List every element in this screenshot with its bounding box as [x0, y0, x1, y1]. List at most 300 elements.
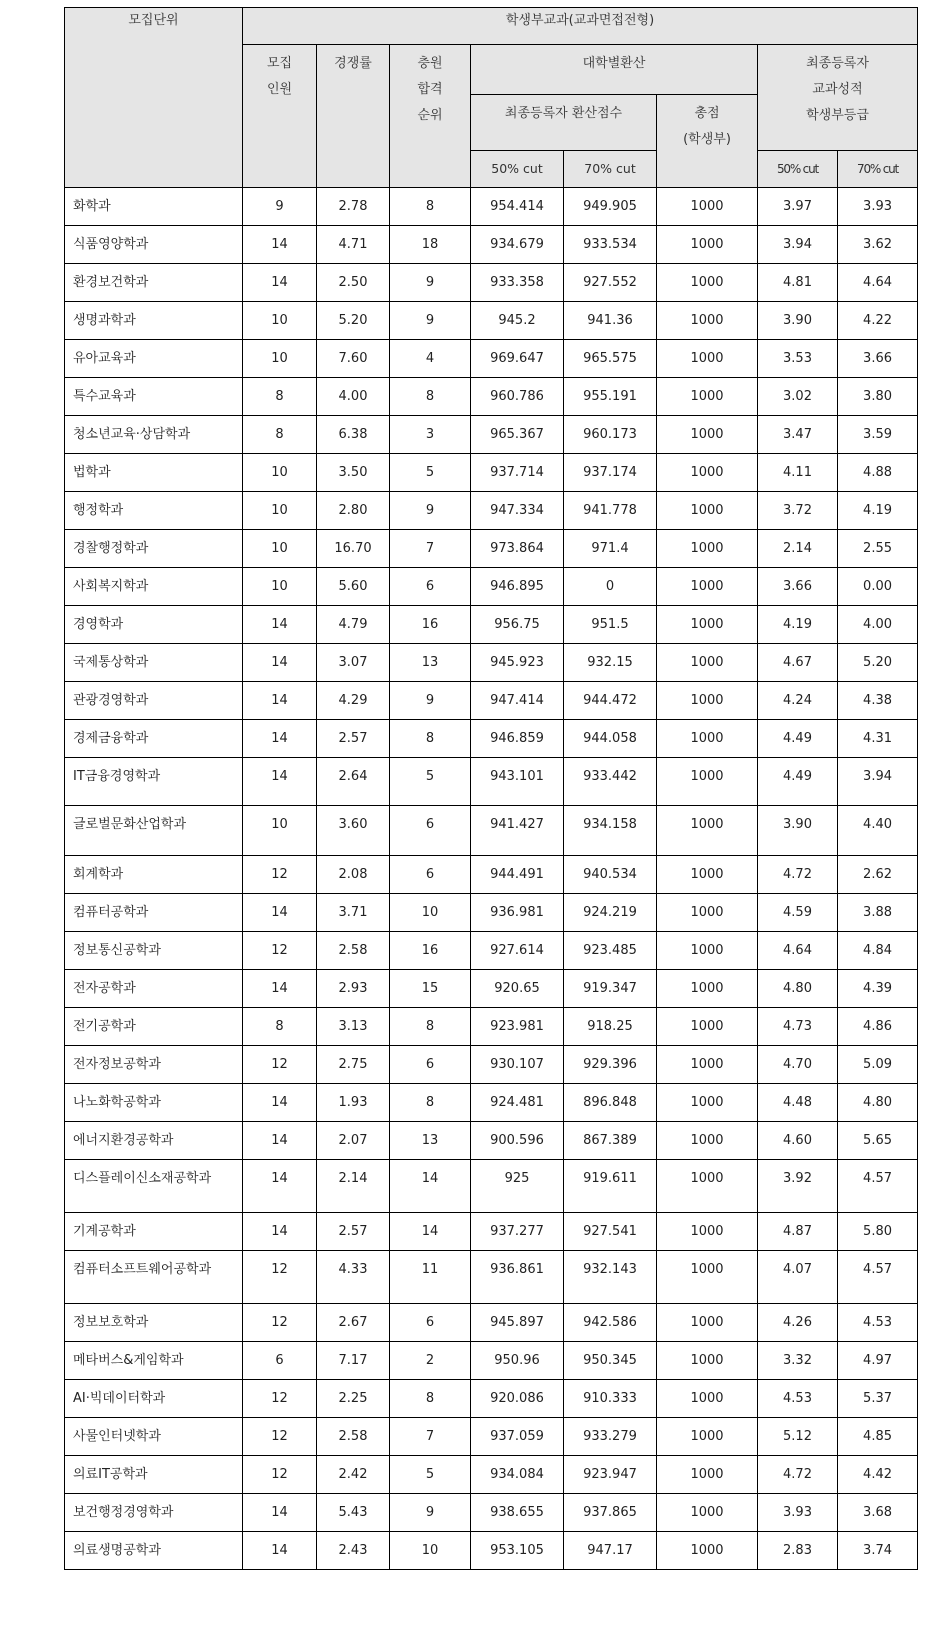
- table-row: [65, 856, 918, 894]
- cell-competition-rate: 2.42: [317, 1456, 390, 1494]
- cell-waitlist-rank: 6: [390, 806, 471, 856]
- header-grade: [758, 45, 918, 151]
- cell-recruit: 14: [243, 1532, 317, 1570]
- cell-unit-name: 회계학과: [65, 856, 243, 894]
- table-row: [65, 1160, 918, 1213]
- cell-competition-rate: 2.78: [317, 188, 390, 226]
- cell-competition-rate: 2.50: [317, 264, 390, 302]
- cell-unit-name: 생명과학과: [65, 302, 243, 340]
- cell-score-cut70: 955.191: [564, 378, 657, 416]
- cell-competition-rate: 4.29: [317, 682, 390, 720]
- cell-unit-name: 경영학과: [65, 606, 243, 644]
- cell-waitlist-rank: 13: [390, 644, 471, 682]
- cell-waitlist-rank: 7: [390, 530, 471, 568]
- table-row: [65, 530, 918, 568]
- cell-competition-rate: 2.57: [317, 720, 390, 758]
- cell-recruit: 14: [243, 720, 317, 758]
- cell-competition-rate: 5.60: [317, 568, 390, 606]
- cell-competition-rate: 2.75: [317, 1046, 390, 1084]
- cell-grade-cut70: 5.80: [838, 1213, 918, 1251]
- cell-grade-cut50: 4.80: [758, 970, 838, 1008]
- table-row: [65, 226, 918, 264]
- cell-unit-name: 경찰행정학과: [65, 530, 243, 568]
- header-waitlist-line1: 충원: [417, 56, 443, 71]
- cell-total: 1000: [657, 1342, 758, 1380]
- cell-competition-rate: 2.58: [317, 1418, 390, 1456]
- header-grade-line2: 교과성적: [812, 82, 863, 97]
- cell-unit-name: 정보통신공학과: [65, 932, 243, 970]
- cell-total: 1000: [657, 1084, 758, 1122]
- cell-grade-cut70: 4.97: [838, 1342, 918, 1380]
- cell-score-cut50: 934.084: [471, 1456, 564, 1494]
- cell-grade-cut50: 4.11: [758, 454, 838, 492]
- cell-score-cut50: 956.75: [471, 606, 564, 644]
- cell-grade-cut50: 4.07: [758, 1251, 838, 1304]
- cell-competition-rate: 4.79: [317, 606, 390, 644]
- table-row: [65, 1456, 918, 1494]
- header-unit-label: 모집단위: [128, 13, 179, 28]
- cell-total: 1000: [657, 1046, 758, 1084]
- cell-score-cut50: 927.614: [471, 932, 564, 970]
- header-score-cut70: [564, 151, 657, 188]
- table-row: [65, 970, 918, 1008]
- cell-unit-name: 에너지환경공학과: [65, 1122, 243, 1160]
- cell-score-cut70: 0: [564, 568, 657, 606]
- cell-score-cut50: 941.427: [471, 806, 564, 856]
- cell-unit-name: 컴퓨터공학과: [65, 894, 243, 932]
- cell-waitlist-rank: 11: [390, 1251, 471, 1304]
- header-total: [657, 95, 758, 188]
- cell-unit-name: 전자공학과: [65, 970, 243, 1008]
- cell-competition-rate: 3.60: [317, 806, 390, 856]
- cell-score-cut50: 943.101: [471, 758, 564, 806]
- cell-competition-rate: 4.33: [317, 1251, 390, 1304]
- cell-grade-cut70: 3.93: [838, 188, 918, 226]
- cell-recruit: 14: [243, 226, 317, 264]
- cell-total: 1000: [657, 378, 758, 416]
- cell-waitlist-rank: 8: [390, 1084, 471, 1122]
- cell-competition-rate: 2.58: [317, 932, 390, 970]
- cell-score-cut70: 919.611: [564, 1160, 657, 1213]
- cell-score-cut50: 936.861: [471, 1251, 564, 1304]
- cell-score-cut70: 949.905: [564, 188, 657, 226]
- cell-unit-name: 관광경영학과: [65, 682, 243, 720]
- header-total-line1: 총점: [694, 106, 720, 121]
- header-group: [243, 8, 918, 45]
- header-score-cut50: [471, 151, 564, 188]
- cell-score-cut70: 932.15: [564, 644, 657, 682]
- cell-recruit: 8: [243, 1008, 317, 1046]
- table-row: [65, 932, 918, 970]
- table-row: [65, 1046, 918, 1084]
- cell-competition-rate: 5.20: [317, 302, 390, 340]
- cell-competition-rate: 6.38: [317, 416, 390, 454]
- table-row: [65, 1532, 918, 1570]
- cell-grade-cut70: 3.68: [838, 1494, 918, 1532]
- cell-recruit: 14: [243, 1122, 317, 1160]
- table-body: [65, 188, 918, 1570]
- cell-recruit: 9: [243, 188, 317, 226]
- cell-grade-cut50: 4.73: [758, 1008, 838, 1046]
- cell-score-cut50: 947.414: [471, 682, 564, 720]
- cell-grade-cut50: 4.26: [758, 1304, 838, 1342]
- cell-competition-rate: 7.60: [317, 340, 390, 378]
- cell-competition-rate: 7.17: [317, 1342, 390, 1380]
- cell-score-cut50: 920.65: [471, 970, 564, 1008]
- header-grade-line3: 학생부등급: [806, 108, 869, 123]
- cell-score-cut70: 937.174: [564, 454, 657, 492]
- cell-recruit: 10: [243, 454, 317, 492]
- cell-score-cut50: 934.679: [471, 226, 564, 264]
- cell-score-cut50: 946.895: [471, 568, 564, 606]
- cell-grade-cut70: 4.40: [838, 806, 918, 856]
- table-row: [65, 454, 918, 492]
- cell-grade-cut50: 3.90: [758, 806, 838, 856]
- cell-grade-cut50: 2.14: [758, 530, 838, 568]
- cell-unit-name: 글로벌문화산업학과: [65, 806, 243, 856]
- cell-score-cut70: 896.848: [564, 1084, 657, 1122]
- cell-recruit: 10: [243, 530, 317, 568]
- cell-competition-rate: 4.00: [317, 378, 390, 416]
- table-row: [65, 894, 918, 932]
- cell-unit-name: 메타버스&게임학과: [65, 1342, 243, 1380]
- cell-grade-cut70: 4.86: [838, 1008, 918, 1046]
- header-recruit-line2: 인원: [266, 82, 293, 97]
- table-row: [65, 644, 918, 682]
- cell-total: 1000: [657, 568, 758, 606]
- cell-score-cut50: 945.2: [471, 302, 564, 340]
- cell-grade-cut70: 4.39: [838, 970, 918, 1008]
- cell-unit-name: 화학과: [65, 188, 243, 226]
- cell-score-cut70: 950.345: [564, 1342, 657, 1380]
- cell-grade-cut50: 3.66: [758, 568, 838, 606]
- cell-grade-cut70: 5.20: [838, 644, 918, 682]
- header-competition-label: 경쟁률: [334, 56, 372, 71]
- cell-score-cut50: 969.647: [471, 340, 564, 378]
- cell-score-cut70: 933.534: [564, 226, 657, 264]
- cell-grade-cut50: 4.49: [758, 720, 838, 758]
- cell-score-cut50: 937.059: [471, 1418, 564, 1456]
- cell-recruit: 8: [243, 416, 317, 454]
- cell-grade-cut50: 4.64: [758, 932, 838, 970]
- cell-grade-cut50: 4.49: [758, 758, 838, 806]
- table-row: [65, 806, 918, 856]
- cell-waitlist-rank: 9: [390, 492, 471, 530]
- header-converted-score-label: 최종등록자 환산점수: [504, 106, 623, 121]
- cell-score-cut50: 954.414: [471, 188, 564, 226]
- cell-total: 1000: [657, 1008, 758, 1046]
- cell-unit-name: 의료IT공학과: [65, 1456, 243, 1494]
- cell-competition-rate: 2.93: [317, 970, 390, 1008]
- cell-unit-name: 전기공학과: [65, 1008, 243, 1046]
- header-grade-cut70-label: 70% cut: [857, 162, 899, 176]
- cell-grade-cut70: 4.57: [838, 1251, 918, 1304]
- header-recruit: [243, 45, 317, 188]
- table-row: [65, 264, 918, 302]
- cell-grade-cut70: 5.09: [838, 1046, 918, 1084]
- cell-grade-cut70: 5.37: [838, 1380, 918, 1418]
- header-waitlist: [390, 45, 471, 188]
- cell-recruit: 6: [243, 1342, 317, 1380]
- cell-score-cut70: 918.25: [564, 1008, 657, 1046]
- cell-total: 1000: [657, 806, 758, 856]
- cell-grade-cut70: 4.42: [838, 1456, 918, 1494]
- header-grade-cut70: [838, 151, 918, 188]
- admission-results-table: [64, 7, 918, 1570]
- cell-competition-rate: 16.70: [317, 530, 390, 568]
- cell-total: 1000: [657, 1213, 758, 1251]
- table-row: [65, 492, 918, 530]
- cell-unit-name: 디스플레이신소재공학과: [65, 1160, 243, 1213]
- cell-grade-cut50: 3.32: [758, 1342, 838, 1380]
- table-row: [65, 340, 918, 378]
- cell-grade-cut50: 4.81: [758, 264, 838, 302]
- cell-total: 1000: [657, 932, 758, 970]
- cell-total: 1000: [657, 1304, 758, 1342]
- cell-recruit: 10: [243, 806, 317, 856]
- cell-waitlist-rank: 8: [390, 720, 471, 758]
- cell-waitlist-rank: 5: [390, 1456, 471, 1494]
- cell-competition-rate: 3.71: [317, 894, 390, 932]
- cell-total: 1000: [657, 606, 758, 644]
- cell-competition-rate: 3.50: [317, 454, 390, 492]
- cell-grade-cut50: 3.94: [758, 226, 838, 264]
- cell-recruit: 12: [243, 1380, 317, 1418]
- cell-waitlist-rank: 10: [390, 894, 471, 932]
- cell-competition-rate: 4.71: [317, 226, 390, 264]
- table-row: [65, 1342, 918, 1380]
- table-row: [65, 1251, 918, 1304]
- cell-recruit: 12: [243, 856, 317, 894]
- cell-score-cut70: 971.4: [564, 530, 657, 568]
- table-row: [65, 1213, 918, 1251]
- cell-grade-cut50: 3.72: [758, 492, 838, 530]
- table-header: [65, 8, 918, 188]
- table-row: [65, 302, 918, 340]
- cell-grade-cut70: 3.80: [838, 378, 918, 416]
- cell-total: 1000: [657, 856, 758, 894]
- cell-total: 1000: [657, 1122, 758, 1160]
- cell-competition-rate: 5.43: [317, 1494, 390, 1532]
- cell-grade-cut70: 4.31: [838, 720, 918, 758]
- cell-total: 1000: [657, 188, 758, 226]
- cell-competition-rate: 2.67: [317, 1304, 390, 1342]
- cell-total: 1000: [657, 758, 758, 806]
- cell-unit-name: 환경보건학과: [65, 264, 243, 302]
- cell-unit-name: 행정학과: [65, 492, 243, 530]
- cell-grade-cut50: 3.92: [758, 1160, 838, 1213]
- cell-waitlist-rank: 15: [390, 970, 471, 1008]
- cell-grade-cut70: 3.62: [838, 226, 918, 264]
- cell-waitlist-rank: 16: [390, 932, 471, 970]
- header-univ-conversion: [471, 45, 758, 95]
- cell-grade-cut70: 4.85: [838, 1418, 918, 1456]
- cell-waitlist-rank: 9: [390, 264, 471, 302]
- header-waitlist-line3: 순위: [417, 108, 443, 123]
- cell-score-cut70: 965.575: [564, 340, 657, 378]
- cell-score-cut70: 932.143: [564, 1251, 657, 1304]
- cell-waitlist-rank: 4: [390, 340, 471, 378]
- cell-grade-cut70: 4.53: [838, 1304, 918, 1342]
- table-row: [65, 1494, 918, 1532]
- cell-unit-name: 식품영양학과: [65, 226, 243, 264]
- cell-score-cut50: 965.367: [471, 416, 564, 454]
- table-row: [65, 1084, 918, 1122]
- cell-waitlist-rank: 5: [390, 758, 471, 806]
- cell-grade-cut50: 3.02: [758, 378, 838, 416]
- header-univ-conversion-label: 대학별환산: [582, 56, 646, 71]
- cell-recruit: 12: [243, 1251, 317, 1304]
- cell-competition-rate: 2.80: [317, 492, 390, 530]
- table-row: [65, 758, 918, 806]
- cell-grade-cut70: 4.88: [838, 454, 918, 492]
- cell-waitlist-rank: 6: [390, 856, 471, 894]
- header-waitlist-line2: 합격: [417, 82, 443, 97]
- cell-recruit: 10: [243, 340, 317, 378]
- cell-waitlist-rank: 10: [390, 1532, 471, 1570]
- cell-score-cut50: 930.107: [471, 1046, 564, 1084]
- header-grade-cut50: [758, 151, 838, 188]
- cell-recruit: 14: [243, 1084, 317, 1122]
- cell-total: 1000: [657, 226, 758, 264]
- cell-score-cut50: 923.981: [471, 1008, 564, 1046]
- cell-unit-name: 사물인터넷학과: [65, 1418, 243, 1456]
- cell-unit-name: 컴퓨터소프트웨어공학과: [65, 1251, 243, 1304]
- table-row: [65, 1304, 918, 1342]
- cell-total: 1000: [657, 720, 758, 758]
- cell-grade-cut70: 0.00: [838, 568, 918, 606]
- cell-grade-cut70: 4.80: [838, 1084, 918, 1122]
- cell-waitlist-rank: 18: [390, 226, 471, 264]
- cell-score-cut70: 924.219: [564, 894, 657, 932]
- cell-score-cut70: 923.947: [564, 1456, 657, 1494]
- cell-competition-rate: 1.93: [317, 1084, 390, 1122]
- cell-total: 1000: [657, 1418, 758, 1456]
- cell-unit-name: 법학과: [65, 454, 243, 492]
- cell-grade-cut70: 4.64: [838, 264, 918, 302]
- cell-total: 1000: [657, 264, 758, 302]
- cell-recruit: 10: [243, 302, 317, 340]
- cell-total: 1000: [657, 530, 758, 568]
- header-score-cut70-label: 70% cut: [584, 161, 636, 176]
- cell-score-cut70: 944.058: [564, 720, 657, 758]
- cell-recruit: 14: [243, 606, 317, 644]
- cell-grade-cut50: 4.72: [758, 856, 838, 894]
- cell-total: 1000: [657, 302, 758, 340]
- header-total-line2: (학생부): [683, 132, 731, 147]
- cell-total: 1000: [657, 970, 758, 1008]
- cell-recruit: 12: [243, 1046, 317, 1084]
- cell-grade-cut70: 2.62: [838, 856, 918, 894]
- cell-unit-name: 나노화학공학과: [65, 1084, 243, 1122]
- cell-grade-cut50: 4.24: [758, 682, 838, 720]
- cell-grade-cut70: 5.65: [838, 1122, 918, 1160]
- table-row: [65, 378, 918, 416]
- cell-score-cut70: 929.396: [564, 1046, 657, 1084]
- cell-total: 1000: [657, 1160, 758, 1213]
- cell-total: 1000: [657, 644, 758, 682]
- cell-unit-name: 특수교육과: [65, 378, 243, 416]
- cell-unit-name: 국제통상학과: [65, 644, 243, 682]
- cell-total: 1000: [657, 454, 758, 492]
- cell-score-cut70: 933.279: [564, 1418, 657, 1456]
- cell-recruit: 12: [243, 932, 317, 970]
- cell-score-cut50: 953.105: [471, 1532, 564, 1570]
- header-grade-cut50-label: 50% cut: [777, 162, 818, 176]
- header-score-cut50-label: 50% cut: [491, 161, 543, 176]
- cell-score-cut70: 927.541: [564, 1213, 657, 1251]
- cell-recruit: 14: [243, 644, 317, 682]
- cell-score-cut50: 945.923: [471, 644, 564, 682]
- cell-score-cut70: 941.778: [564, 492, 657, 530]
- cell-grade-cut70: 3.66: [838, 340, 918, 378]
- cell-score-cut70: 927.552: [564, 264, 657, 302]
- cell-competition-rate: 2.25: [317, 1380, 390, 1418]
- cell-unit-name: 청소년교육·상담학과: [65, 416, 243, 454]
- cell-score-cut50: 933.358: [471, 264, 564, 302]
- cell-score-cut70: 960.173: [564, 416, 657, 454]
- cell-grade-cut70: 3.74: [838, 1532, 918, 1570]
- cell-recruit: 14: [243, 894, 317, 932]
- cell-score-cut50: 947.334: [471, 492, 564, 530]
- table-row: [65, 682, 918, 720]
- cell-recruit: 8: [243, 378, 317, 416]
- table-row: [65, 1008, 918, 1046]
- cell-unit-name: AI·빅데이터학과: [65, 1380, 243, 1418]
- cell-recruit: 14: [243, 970, 317, 1008]
- cell-score-cut70: 933.442: [564, 758, 657, 806]
- cell-competition-rate: 2.57: [317, 1213, 390, 1251]
- cell-grade-cut70: 4.57: [838, 1160, 918, 1213]
- cell-grade-cut70: 3.88: [838, 894, 918, 932]
- header-group-label: 학생부교과(교과면접전형): [505, 13, 655, 28]
- cell-grade-cut50: 3.53: [758, 340, 838, 378]
- cell-grade-cut70: 2.55: [838, 530, 918, 568]
- cell-recruit: 14: [243, 1213, 317, 1251]
- cell-grade-cut50: 2.83: [758, 1532, 838, 1570]
- cell-total: 1000: [657, 682, 758, 720]
- table-row: [65, 188, 918, 226]
- cell-grade-cut50: 3.47: [758, 416, 838, 454]
- cell-waitlist-rank: 2: [390, 1342, 471, 1380]
- cell-grade-cut70: 4.19: [838, 492, 918, 530]
- cell-grade-cut50: 4.19: [758, 606, 838, 644]
- table-row: [65, 1380, 918, 1418]
- table-row: [65, 1122, 918, 1160]
- table-row: [65, 568, 918, 606]
- cell-grade-cut50: 3.97: [758, 188, 838, 226]
- cell-waitlist-rank: 9: [390, 682, 471, 720]
- cell-waitlist-rank: 8: [390, 378, 471, 416]
- cell-grade-cut50: 4.48: [758, 1084, 838, 1122]
- cell-score-cut70: 919.347: [564, 970, 657, 1008]
- cell-recruit: 14: [243, 758, 317, 806]
- cell-waitlist-rank: 7: [390, 1418, 471, 1456]
- cell-recruit: 12: [243, 1456, 317, 1494]
- cell-grade-cut50: 3.90: [758, 302, 838, 340]
- cell-grade-cut70: 4.22: [838, 302, 918, 340]
- cell-score-cut50: 945.897: [471, 1304, 564, 1342]
- cell-grade-cut50: 4.70: [758, 1046, 838, 1084]
- cell-score-cut70: 923.485: [564, 932, 657, 970]
- cell-grade-cut70: 3.94: [838, 758, 918, 806]
- cell-score-cut50: 960.786: [471, 378, 564, 416]
- cell-grade-cut50: 4.72: [758, 1456, 838, 1494]
- cell-total: 1000: [657, 1456, 758, 1494]
- table-row: [65, 416, 918, 454]
- cell-unit-name: 유아교육과: [65, 340, 243, 378]
- table-row: [65, 1418, 918, 1456]
